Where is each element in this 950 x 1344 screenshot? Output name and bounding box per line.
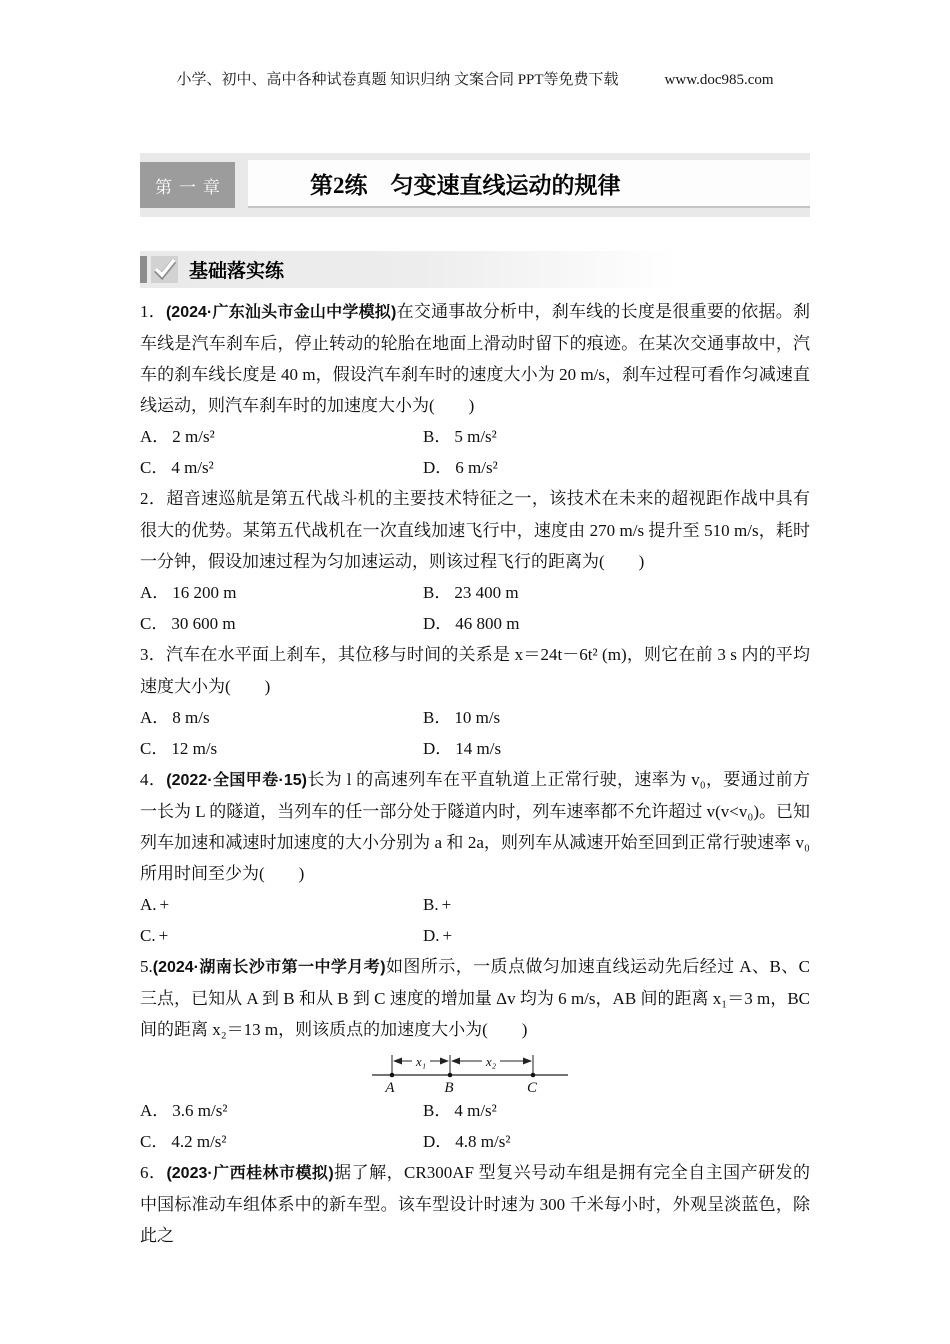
option-text: 3.6 m/s² <box>172 1101 228 1120</box>
question-number: 6． <box>140 1163 167 1182</box>
question-2 <box>140 483 810 639</box>
option-label: B． <box>423 1101 452 1120</box>
option-text: 8 m/s <box>172 708 210 727</box>
option-text: 5 m/s² <box>454 427 497 446</box>
option-label: A． <box>140 708 170 727</box>
question-number: 5. <box>140 957 153 976</box>
x1-label: x₁ <box>415 1054 427 1069</box>
question-text: 如图所示，一质点做匀加速直线运动先后经过 A、B、C 三点，已知从 A 到 B 和从 B 到 C 速度的增加量 Δv 均为 6 m/s，AB 间的距离 x₁＝3 m，BC 间的距离 x₂＝13 m，则该质点的加速度大小为( ) <box>140 957 810 1039</box>
option-a <box>140 889 423 920</box>
option-label: A． <box>140 1101 170 1120</box>
question-source: (2023·广西桂林市模拟) <box>166 1165 334 1182</box>
option-a <box>140 702 423 733</box>
option-label: A． <box>140 427 170 446</box>
option-label: A． <box>140 583 170 602</box>
option-label: B． <box>423 708 452 727</box>
question-number: 1． <box>140 302 166 321</box>
option-text: 30 600 m <box>171 614 236 633</box>
option-label: A. <box>140 895 157 914</box>
option-label: D． <box>423 614 453 633</box>
question-list <box>140 296 810 1251</box>
question-2-options <box>140 577 810 639</box>
option-label: D． <box>423 739 453 758</box>
point-b-label: B <box>444 1080 454 1095</box>
option-c <box>140 1126 423 1157</box>
option-d <box>423 608 810 639</box>
option-text: 14 m/s <box>455 739 502 758</box>
question-5-stem <box>140 951 810 1045</box>
option-c <box>140 733 423 764</box>
section-accent-bar <box>140 256 147 283</box>
question-source: (2024·湖南长沙市第一中学月考) <box>152 959 386 976</box>
motion-diagram <box>370 1045 580 1095</box>
chapter-label: 第一章 <box>140 162 235 208</box>
chapter-banner <box>140 153 810 217</box>
question-source: (2022·全国甲卷·15) <box>166 772 307 789</box>
option-label: C． <box>140 739 169 758</box>
option-text: 4 m/s² <box>171 458 214 477</box>
option-d <box>423 452 810 483</box>
option-label: C． <box>140 614 169 633</box>
option-text: + <box>158 926 169 945</box>
section-header <box>140 251 810 288</box>
promo-text: 小学、初中、高中各种试卷真题 知识归纳 文案合同 PPT等免费下载 <box>176 72 619 88</box>
point-a-label: A <box>385 1080 395 1095</box>
option-b <box>423 1095 810 1126</box>
question-text: 长为 l 的高速列车在平直轨道上正常行驶，速率为 v₀，要通过前方一长为 L 的隧道，当列车的任一部分处于隧道内时，列车速率都不允许超过 v(v<v₀)。已知列车加速和减速时加速度的大小分别为 a 和 2a，则列车从减速开始至回到正常行驶速率 v₀ 所用时间至少为( ) <box>140 770 811 883</box>
question-4 <box>140 764 810 951</box>
question-6-stem <box>140 1157 810 1251</box>
option-text: + <box>441 895 452 914</box>
question-3-stem <box>140 639 810 702</box>
option-a <box>140 421 423 452</box>
option-text: 16 200 m <box>172 583 237 602</box>
option-label: C． <box>140 1132 169 1151</box>
site-url: www.doc985.com <box>664 72 774 88</box>
question-5-options <box>140 1095 810 1157</box>
question-1-stem <box>140 296 810 421</box>
option-text: 4.2 m/s² <box>171 1132 227 1151</box>
option-b <box>423 577 810 608</box>
option-text: 23 400 m <box>454 583 519 602</box>
option-text: 6 m/s² <box>455 458 498 477</box>
option-label: C. <box>140 926 156 945</box>
option-d <box>423 920 810 951</box>
checkmark-icon <box>151 256 178 283</box>
option-text: + <box>442 926 453 945</box>
option-label: D. <box>423 926 440 945</box>
option-text: 46 800 m <box>455 614 520 633</box>
option-text: 12 m/s <box>171 739 218 758</box>
question-3 <box>140 639 810 764</box>
promo-header <box>0 68 950 89</box>
lesson-title: 第2练 匀变速直线运动的规律 <box>248 160 810 208</box>
option-a <box>140 577 423 608</box>
x2-label: x₂ <box>485 1054 497 1069</box>
question-4-stem <box>140 764 810 889</box>
option-label: D． <box>423 458 453 477</box>
question-6 <box>140 1157 810 1251</box>
option-c <box>140 608 423 639</box>
option-label: D． <box>423 1132 453 1151</box>
question-number: 4． <box>140 770 167 789</box>
option-text: 4.8 m/s² <box>455 1132 511 1151</box>
option-b <box>423 702 810 733</box>
question-2-stem <box>140 483 810 577</box>
question-source: (2024·广东汕头市金山中学模拟) <box>165 304 397 321</box>
question-5 <box>140 951 810 1157</box>
option-label: B． <box>423 583 452 602</box>
option-label: C． <box>140 458 169 477</box>
question-5-figure <box>140 1045 810 1095</box>
question-number: 3． <box>140 645 166 664</box>
question-text: 据了解，CR300AF 型复兴号动车组是拥有完全自主国产研发的中国标准动车组体系中的新车型。该车型设计时速为 300 千米每小时，外观呈淡蓝色，除此之 <box>140 1163 810 1245</box>
option-b <box>423 421 810 452</box>
option-text: 10 m/s <box>454 708 501 727</box>
option-d <box>423 1126 810 1157</box>
option-d <box>423 733 810 764</box>
option-text: 2 m/s² <box>172 427 215 446</box>
option-text: + <box>159 895 170 914</box>
question-text: 汽车在水平面上刹车，其位移与时间的关系是 x＝24t－6t² (m)，则它在前 3 s 内的平均速度大小为( ) <box>140 645 811 696</box>
question-3-options <box>140 702 810 764</box>
option-text: 4 m/s² <box>454 1101 497 1120</box>
option-b <box>423 889 810 920</box>
question-number: 2． <box>140 489 167 508</box>
question-4-options <box>140 889 810 951</box>
option-label: B． <box>423 427 452 446</box>
option-a <box>140 1095 423 1126</box>
question-text: 超音速巡航是第五代战斗机的主要技术特征之一，该技术在未来的超视距作战中具有很大的优势。某第五代战机在一次直线加速飞行中，速度由 270 m/s 提升至 510 m/s，耗时一分钟，假设加速过程为匀加速运动，则该过程飞行的距离为( ) <box>140 489 811 571</box>
question-1-options <box>140 421 810 483</box>
section-title: 基础落实练 <box>189 261 285 282</box>
question-1 <box>140 296 810 483</box>
option-label: B. <box>423 895 439 914</box>
option-c <box>140 452 423 483</box>
question-text: 在交通事故分析中，刹车线的长度是很重要的依据。刹车线是汽车刹车后，停止转动的轮胎在地面上滑动时留下的痕迹。在某次交通事故中，汽车的刹车线长度是 40 m，假设汽车刹车时的速度大小为 20 m/s，刹车过程可看作匀减速直线运动，则汽车刹车时的加速度大小为( ) <box>140 302 810 415</box>
option-c <box>140 920 423 951</box>
point-c-label: C <box>526 1080 538 1095</box>
